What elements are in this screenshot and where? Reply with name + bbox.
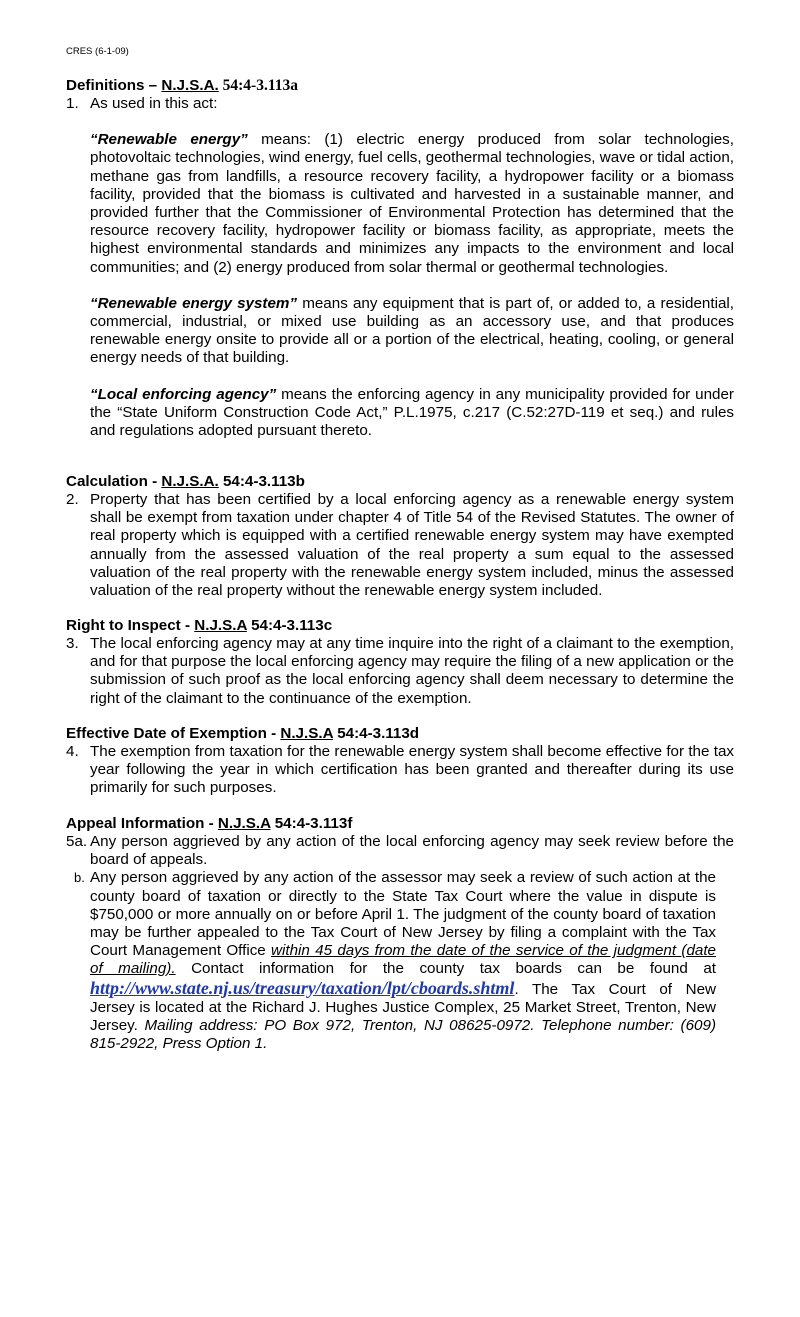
heading-label: Appeal Information - <box>66 815 218 832</box>
item-text: Contact information for the county tax boards can be found at <box>175 960 717 978</box>
item-number: 3. <box>66 635 79 652</box>
heading-label: Calculation - <box>66 473 162 490</box>
item-text: As used in this act: <box>90 95 218 112</box>
statute-ref: N.J.S.A <box>217 815 271 832</box>
list-item <box>66 869 716 1053</box>
statute-ref: N.J.S.A. <box>161 473 219 490</box>
section-appeal-information <box>66 815 734 1053</box>
form-code: CRES (6-1-09) <box>66 46 129 57</box>
county-boards-link[interactable]: http://www.state.nj.us/treasury/taxation/lpt/cboards.shtml <box>90 977 515 998</box>
section-effective-date <box>66 725 734 798</box>
definition-local-enforcing-agency <box>66 386 734 441</box>
heading-label: Right to Inspect - <box>66 617 195 634</box>
section-heading <box>66 473 734 491</box>
heading-label: Definitions – <box>66 77 162 94</box>
heading-label: Effective Date of Exemption - <box>66 725 281 742</box>
definition-renewable-energy <box>66 131 734 277</box>
item-text: Any person aggrieved by any action of the local enforcing agency may seek review before the board of appeals. <box>90 833 734 869</box>
item-number: 5a. <box>66 833 88 850</box>
list-item <box>66 491 734 600</box>
section-heading <box>66 617 734 635</box>
statute-ref: N.J.S.A <box>194 617 247 634</box>
statute-number: 54:4-3.113c <box>246 617 333 634</box>
section-definitions <box>66 77 734 440</box>
mailing-address: Mailing address: PO Box 972, Trenton, NJ 08625-0972. Telephone number: (609) 815-2922, Press Option 1. <box>90 1017 717 1053</box>
statute-number: 54:4-3.113d <box>332 725 420 742</box>
section-heading <box>66 725 734 743</box>
item-text: . The Tax Court of New Jersey is located at the Richard J. Hughes Justice Complex, 25 Market Street, Trenton, New Jersey. <box>90 980 716 1035</box>
statute-ref: N.J.S.A <box>280 725 333 742</box>
definition-term: “Renewable energy” <box>90 131 248 149</box>
appeal-deadline: within 45 days from the date of the service of the judgment (date of mailing). <box>90 942 716 978</box>
item-number: 4. <box>66 743 79 760</box>
definition-text: means the enforcing agency in any municipality provided for under the “State Uniform Construction Code Act,” P.L.1975, c.217 (C.52:27D-119 et seq.) and rules and regulations adopted pursuant thereto. <box>90 385 734 440</box>
definition-text: means: (1) electric energy produced from solar technologies, photovoltaic technologies, wind energy, fuel cells, geothermal technologies, wave or tidal action, methane gas from landfills, a resource recovery facility, a hydropower facility or a biomass facility, provided that the biomass is cultivated and harvested in a sustainable manner, and provided further that the Commissioner of Environmental Protection has determined that the resource recovery facility, hydropower facility or biomass facility, as appropriate, meets the highest environmental standards and minimizes any impacts to the environment and local communities; and (2) energy produced from solar thermal or geothermal technologies. <box>90 131 734 276</box>
item-number: b. <box>74 870 85 886</box>
statute-ref: N.J.S.A. <box>161 77 219 94</box>
section-heading <box>66 815 734 833</box>
statute-number: 54:4-3.113b <box>218 473 305 490</box>
section-calculation <box>66 473 734 600</box>
list-item <box>66 743 734 798</box>
list-item <box>66 635 734 708</box>
definition-term: “Local enforcing agency” <box>90 385 277 403</box>
item-number: 1. <box>66 95 79 112</box>
item-text: Property that has been certified by a local enforcing agency as a renewable energy system shall be exempt from taxation under chapter 4 of Title 54 of the Revised Statutes. The owner of real property which is equipped with a certified renewable energy system may have exempted annually from the assessed valuation of the real property a sum equal to the assessed valuation of the real property with the renewable energy system included, minus the assessed valuation of the real property without the renewable energy system included. <box>90 491 734 600</box>
definition-renewable-energy-system <box>66 295 734 368</box>
definition-term: “Renewable energy system” <box>90 294 298 312</box>
statute-number: 54:4-3.113a <box>218 77 298 94</box>
item-text: The local enforcing agency may at any time inquire into the right of a claimant to the exemption, and for that purpose the local enforcing agency may require the filing of a new application or the submission of such proof as the local enforcing agency shall deem necessary to determine the right of the claimant to the continuance of the exemption. <box>90 635 734 707</box>
item-text: The exemption from taxation for the renewable energy system shall become effective for the tax year following the year in which certification has been granted and thereafter during its use primarily for such purposes. <box>90 743 734 797</box>
section-heading <box>66 77 734 95</box>
list-item <box>66 833 734 869</box>
item-number: 2. <box>66 491 79 508</box>
statute-number: 54:4-3.113f <box>270 815 353 832</box>
section-right-to-inspect <box>66 617 734 708</box>
list-item <box>66 95 734 113</box>
item-text: Any person aggrieved by any action of the assessor may seek a review of such action at the county board of taxation or directly to the State Tax Court where the value in dispute is $750,000 or more annually on or before April 1. The judgment of the county board of taxation may be further appealed to the Tax Court of New Jersey by filing a complaint with the Tax Court Management Office <box>90 869 716 960</box>
definition-text: means any equipment that is part of, or added to, a residential, commercial, industrial, or mixed use building as an accessory use, and that produces renewable energy onsite to provide all or a portion of the electrical, heating, cooling, or general energy needs of that building. <box>90 294 734 367</box>
